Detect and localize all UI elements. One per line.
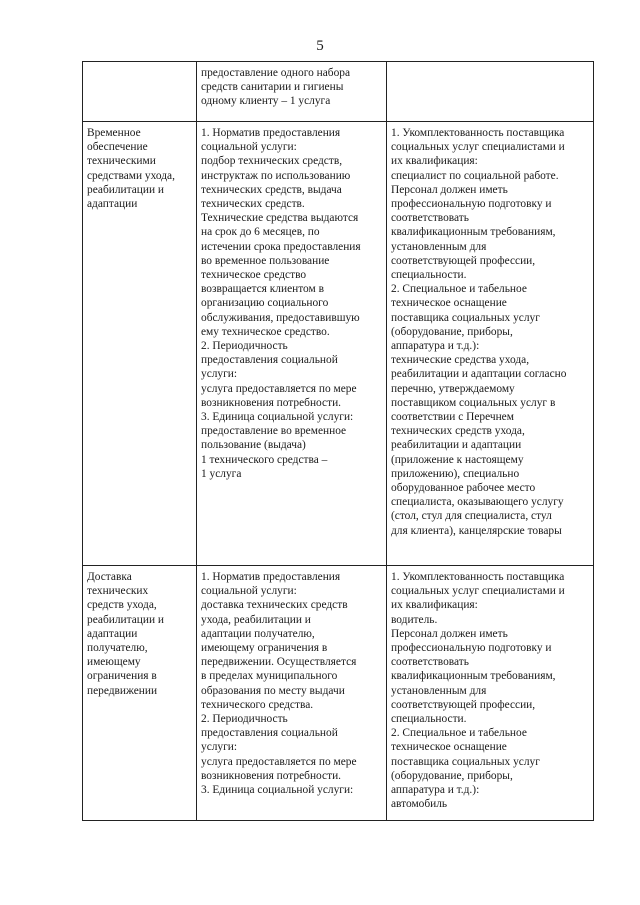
text-line: 2. Периодичность xyxy=(201,713,288,726)
text-line: организацию социального xyxy=(201,297,329,310)
text-line: возвращается клиентом в xyxy=(201,283,324,296)
text-line: адаптации xyxy=(87,627,138,640)
text-line: средствами ухода, xyxy=(87,169,175,182)
text-line: получателю, xyxy=(87,642,148,655)
text-line: квалификационным требованиям, xyxy=(391,226,556,239)
text-line: 1. Укомплектованность поставщика xyxy=(391,571,565,583)
service-standard-cell xyxy=(197,122,387,566)
text-line: специалиста, оказывающего услугу xyxy=(391,496,564,509)
text-line: реабилитации и адаптации xyxy=(391,439,522,452)
text-line: 1. Укомплектованность поставщика xyxy=(391,127,565,139)
text-line: доставка технических средств xyxy=(201,599,348,612)
text-line: квалификационным требованиям, xyxy=(391,670,556,683)
table-row xyxy=(83,566,594,821)
text-line: оборудованное рабочее место xyxy=(391,482,536,495)
text-line: 1. Норматив предоставления xyxy=(201,571,341,583)
text-line: технических xyxy=(87,585,149,598)
text-line: Доставка xyxy=(87,571,132,583)
text-line: предоставления социальной xyxy=(201,727,338,740)
text-line: средств санитарии и гигиены xyxy=(201,81,344,94)
text-line: (стол, стул для специалиста, стул xyxy=(391,510,552,523)
text-line: возникновения потребности. xyxy=(201,769,342,782)
text-line: техническое оснащение xyxy=(391,741,507,754)
text-line: техническое оснащение xyxy=(391,297,507,310)
text-line: инструктаж по использованию xyxy=(201,169,351,182)
text-line: 3. Единица социальной услуги: xyxy=(201,411,354,424)
text-line: обслуживания, предоставившую xyxy=(201,311,360,324)
text-line: (оборудование, приборы, xyxy=(391,325,513,338)
text-line: (приложение к настоящему xyxy=(391,453,524,466)
text-line: пользование (выдача) xyxy=(201,439,306,452)
text-line: одному клиенту – 1 услуга xyxy=(201,95,331,108)
text-line: социальной услуги: xyxy=(201,141,297,154)
text-line: адаптации получателю, xyxy=(201,627,315,640)
text-line: перечню, утверждаемому xyxy=(391,382,515,395)
text-line: профессиональную подготовку и xyxy=(391,642,552,655)
page-number: 5 xyxy=(316,38,324,54)
text-line: услуги: xyxy=(201,741,238,754)
service-conditions-cell xyxy=(387,62,594,122)
text-line: 1 технического средства – xyxy=(201,453,328,466)
text-line: возникновения потребности. xyxy=(201,396,342,409)
text-line: реабилитации и адаптации согласно xyxy=(391,368,567,381)
text-line: образования по месту выдачи xyxy=(201,684,345,697)
text-line: специальности. xyxy=(391,269,467,282)
text-line: 1 услуга xyxy=(201,467,242,480)
service-name-cell xyxy=(83,122,197,566)
text-line: имеющему ограничения в xyxy=(201,642,328,655)
text-line: на срок до 6 месяцев, по xyxy=(201,226,320,239)
text-line: передвижении xyxy=(87,684,158,697)
text-line: имеющему xyxy=(87,656,141,669)
text-line: Персонал должен иметь xyxy=(391,183,508,196)
text-line: технических средств. xyxy=(201,198,305,211)
text-line: технического средства. xyxy=(201,698,314,711)
text-line: в пределах муниципального xyxy=(201,670,338,683)
text-line: адаптации xyxy=(87,198,138,211)
text-line: технических средств ухода, xyxy=(391,425,525,438)
text-line: технические средства ухода, xyxy=(391,354,530,367)
text-line: поставщика социальных услуг xyxy=(391,755,540,768)
text-line: Технические средства выдаются xyxy=(201,212,359,225)
text-line: предоставления социальной xyxy=(201,354,338,367)
text-line: во временное пользование xyxy=(201,254,330,267)
text-line: аппаратура и т.д.): xyxy=(391,784,480,797)
text-line: обеспечение xyxy=(87,141,148,154)
text-line: реабилитации и xyxy=(87,183,165,196)
text-line: водитель. xyxy=(391,613,438,626)
text-line: поставщика социальных услуг xyxy=(391,311,540,324)
text-line: соответствующей профессии, xyxy=(391,698,536,711)
text-line: техническое средство xyxy=(201,269,307,282)
service-name-cell xyxy=(83,62,197,122)
text-line: специальности. xyxy=(391,713,467,726)
text-line: технических средств, выдача xyxy=(201,183,342,196)
service-conditions-cell xyxy=(387,566,594,821)
service-name-cell xyxy=(83,566,197,821)
text-line: для клиента), канцелярские товары xyxy=(391,524,562,537)
table-row xyxy=(83,62,594,122)
text-line: приложению), специально xyxy=(391,467,520,480)
text-line: автомобиль xyxy=(391,798,448,811)
text-line: ограничения в xyxy=(87,670,157,683)
text-line: Временное xyxy=(87,127,141,139)
text-line: поставщиком социальных услуг в xyxy=(391,396,556,409)
text-line: социальной услуги: xyxy=(201,585,297,598)
text-line: передвижении. Осуществляется xyxy=(201,656,357,669)
text-line: Персонал должен иметь xyxy=(391,627,508,640)
text-line: услуга предоставляется по мере xyxy=(201,755,357,768)
service-conditions-cell xyxy=(387,122,594,566)
text-line: предоставление во временное xyxy=(201,425,347,438)
services-table xyxy=(82,61,594,821)
text-line: их квалификация: xyxy=(391,599,478,612)
text-line: соответствовать xyxy=(391,656,469,669)
text-line: 3. Единица социальной услуги: xyxy=(201,784,354,797)
text-line: соответствии с Перечнем xyxy=(391,411,514,424)
text-line: профессиональную подготовку и xyxy=(391,198,552,211)
text-line: средств ухода, xyxy=(87,599,157,612)
table-row xyxy=(83,122,594,566)
text-line: социальных услуг специалистами и xyxy=(391,141,565,154)
service-standard-cell xyxy=(197,566,387,821)
text-line: услуга предоставляется по мере xyxy=(201,382,357,395)
text-line: их квалификация: xyxy=(391,155,478,168)
text-line: истечении срока предоставления xyxy=(201,240,361,253)
text-line: 2. Периодичность xyxy=(201,340,288,353)
text-line: (оборудование, приборы, xyxy=(391,769,513,782)
text-line: социальных услуг специалистами и xyxy=(391,585,565,598)
text-line: ему техническое средство. xyxy=(201,325,330,338)
text-line: подбор технических средств, xyxy=(201,155,343,168)
text-line: 2. Специальное и табельное xyxy=(391,727,527,740)
text-line: соответствовать xyxy=(391,212,469,225)
text-line: предоставление одного набора xyxy=(201,67,351,79)
text-line: специалист по социальной работе. xyxy=(391,169,559,182)
text-line: 2. Специальное и табельное xyxy=(391,283,527,296)
text-line: соответствующей профессии, xyxy=(391,254,536,267)
text-line: ухода, реабилитации и xyxy=(201,613,311,626)
text-line: аппаратура и т.д.): xyxy=(391,340,480,353)
services-table-body xyxy=(83,62,594,821)
text-line: реабилитации и xyxy=(87,613,165,626)
service-standard-cell xyxy=(197,62,387,122)
text-line: установленным для xyxy=(391,240,487,253)
text-line: установленным для xyxy=(391,684,487,697)
text-line: 1. Норматив предоставления xyxy=(201,127,341,139)
text-line: техническими xyxy=(87,155,156,168)
text-line: услуги: xyxy=(201,368,238,381)
